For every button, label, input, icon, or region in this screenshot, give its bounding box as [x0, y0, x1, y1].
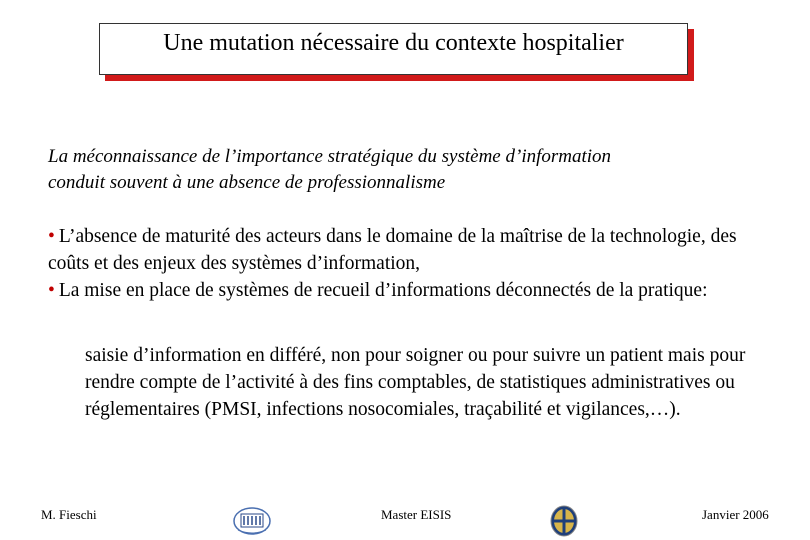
- bullet-text-2: La mise en place de systèmes de recueil d’informations déconnectés de la pratique:: [58, 280, 708, 301]
- crest-logo-icon: [548, 503, 580, 539]
- sub-paragraph: saisie d’information en différé, non pour soigner ou pour suivre un patient mais pour rendre compte de l’activité à des fins comptables, de statistiques administratives ou réglementaires (PMSI, infections nosocomiales, traçabilité et vigilances,…).: [85, 345, 746, 420]
- bullet-icon: •: [48, 280, 55, 301]
- intro-text: [48, 144, 768, 196]
- intro-line-2: conduit souvent à une absence de professionnalisme: [48, 172, 446, 193]
- bullet-item-2: [48, 277, 768, 304]
- title-box: [99, 23, 688, 75]
- footer-date: Janvier 2006: [702, 507, 769, 522]
- university-logo-icon: [232, 505, 272, 537]
- bullet-list: [48, 223, 768, 304]
- slide-title: Une mutation nécessaire du contexte hospitalier: [163, 30, 624, 56]
- footer-program: Master EISIS: [381, 507, 452, 522]
- bullet-text-1: L’absence de maturité des acteurs dans le domaine de la maîtrise de la technologie, des coûts et des enjeux des systèmes d’information,: [48, 226, 737, 274]
- intro-line-1: La méconnaissance de l’importance stratégique du système d’information: [48, 146, 612, 167]
- footer-author: M. Fieschi: [41, 507, 97, 522]
- bullet-item-1: [48, 223, 768, 277]
- bullet-icon: •: [48, 226, 55, 247]
